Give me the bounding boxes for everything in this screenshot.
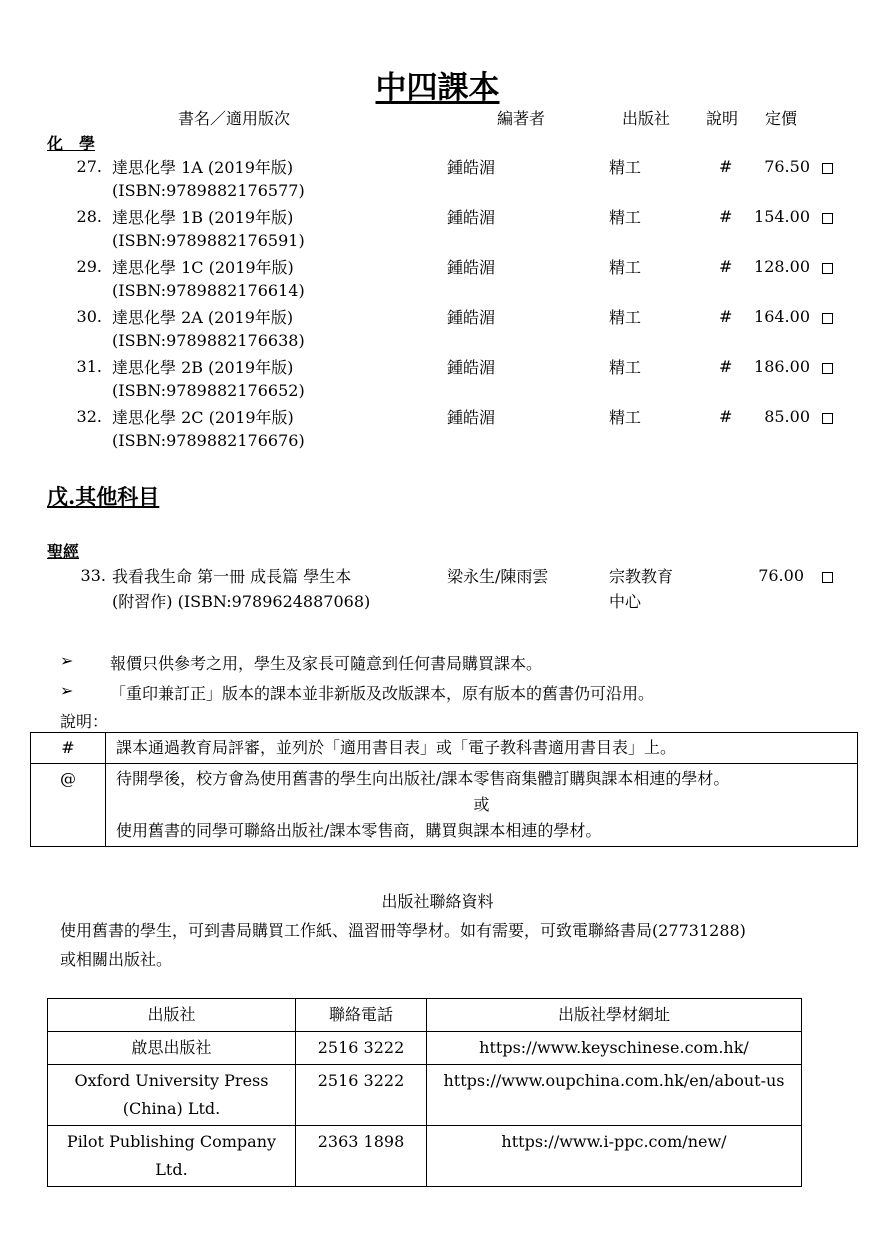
- book-number: 31.: [76, 357, 102, 376]
- book-publisher: 精工: [609, 258, 642, 277]
- publisher-contact-text: 使用舊書的學生，可到書局購買工作紙、溫習冊等學材。如有需要，可致電聯絡書局(27731288): [60, 921, 746, 940]
- book-price: 154.00: [754, 207, 810, 226]
- publisher-phone: 2363 1898: [296, 1126, 427, 1187]
- table-row: [48, 1126, 802, 1187]
- book-note: #: [719, 407, 733, 426]
- publisher-table: [47, 998, 802, 1187]
- book-author: 鍾皓湄: [447, 158, 496, 177]
- legend-symbol: #: [31, 733, 106, 764]
- legend-line: 或: [473, 795, 490, 814]
- book-isbn: (ISBN:9789882176652): [112, 381, 305, 400]
- book-publisher: 精工: [609, 208, 642, 227]
- book-price: 186.00: [754, 357, 810, 376]
- column-header: 聯絡電話: [296, 999, 427, 1032]
- book-publisher: 精工: [609, 358, 642, 377]
- remark-text: 報價只供參考之用，學生及家長可隨意到任何書局購買課本。: [110, 654, 543, 673]
- table-row: [48, 1032, 802, 1065]
- publisher-name: [48, 1065, 296, 1126]
- order-checkbox[interactable]: [822, 413, 833, 424]
- publisher-name-line: Ltd.: [155, 1160, 188, 1179]
- book-title: 達思化學 2C (2019年版): [112, 408, 294, 427]
- order-checkbox[interactable]: [822, 363, 833, 374]
- book-author: 鍾皓湄: [447, 208, 496, 227]
- book-price: 164.00: [754, 307, 810, 326]
- arrow-bullet-icon: ➢: [60, 681, 74, 700]
- legend-line: 使用舊書的同學可聯絡出版社/課本零售商，購買與課本相連的學材。: [116, 821, 602, 840]
- column-header: 出版社學材網址: [427, 999, 802, 1032]
- book-author: 鍾皓湄: [447, 308, 496, 327]
- book-number: 32.: [76, 407, 102, 426]
- header-price: 定價: [765, 109, 798, 128]
- book-author: 鍾皓湄: [447, 408, 496, 427]
- table-row: [48, 1065, 802, 1126]
- publisher-url-link[interactable]: https://www.keyschinese.com.hk/: [427, 1032, 802, 1065]
- book-author: 鍾皓湄: [447, 258, 496, 277]
- table-header-row: [48, 999, 802, 1032]
- book-title: 達思化學 1A (2019年版): [112, 158, 294, 177]
- order-checkbox[interactable]: [822, 572, 833, 583]
- publisher-name: [48, 1126, 296, 1187]
- book-number: 33.: [80, 566, 106, 585]
- book-price: 76.00: [758, 566, 804, 585]
- book-publisher: 宗教教育: [609, 567, 674, 586]
- publisher-contact-text-line2: 或相關出版社。: [60, 950, 173, 969]
- book-publisher: 精工: [609, 408, 642, 427]
- book-price: 85.00: [764, 407, 810, 426]
- header-book-name: 書名／適用版次: [178, 109, 291, 128]
- section-others-heading: 戊.其他科目: [47, 484, 160, 509]
- publisher-url-link[interactable]: https://www.i-ppc.com/new/: [427, 1126, 802, 1187]
- section-bible-heading: 聖經: [47, 542, 80, 561]
- order-checkbox[interactable]: [822, 263, 833, 274]
- publisher-name-line: Pilot Publishing Company: [66, 1132, 277, 1151]
- book-note: #: [719, 207, 733, 226]
- publisher-name-line: 啟思出版社: [131, 1038, 212, 1057]
- book-publisher: 精工: [609, 308, 642, 327]
- publisher-phone: 2516 3222: [296, 1032, 427, 1065]
- book-publisher: 精工: [609, 158, 642, 177]
- book-number: 30.: [76, 307, 102, 326]
- book-isbn: (ISBN:9789882176577): [112, 181, 305, 200]
- book-number: 27.: [76, 157, 102, 176]
- book-price: 76.50: [764, 157, 810, 176]
- book-title: 達思化學 2B (2019年版): [112, 358, 294, 377]
- legend-description: 課本通過教育局評審，並列於「適用書目表」或「電子教科書適用書目表」上。: [106, 733, 858, 764]
- book-author: 梁永生/陳雨雲: [447, 567, 549, 586]
- order-checkbox[interactable]: [822, 163, 833, 174]
- header-author: 編著者: [497, 109, 546, 128]
- page-title: 中四課本: [375, 70, 500, 106]
- book-note: #: [719, 157, 733, 176]
- book-publisher-line2: 中心: [609, 592, 642, 611]
- publisher-name-line: Oxford University Press: [74, 1071, 269, 1090]
- legend-label: 說明：: [60, 712, 109, 731]
- legend-symbol: @: [31, 764, 106, 847]
- book-author: 鍾皓湄: [447, 358, 496, 377]
- book-isbn: (ISBN:9789882176676): [112, 431, 305, 450]
- publisher-phone: 2516 3222: [296, 1065, 427, 1126]
- section-chemistry-heading: 化 學: [47, 134, 96, 153]
- legend-row: [31, 733, 858, 764]
- book-number: 29.: [76, 257, 102, 276]
- book-title: 達思化學 2A (2019年版): [112, 308, 294, 327]
- book-note: #: [719, 357, 733, 376]
- book-number: 28.: [76, 207, 102, 226]
- book-isbn: (ISBN:9789882176591): [112, 231, 305, 250]
- header-note: 說明: [706, 109, 739, 128]
- publisher-url-link[interactable]: https://www.oupchina.com.hk/en/about-us: [427, 1065, 802, 1126]
- book-note: #: [719, 257, 733, 276]
- order-checkbox[interactable]: [822, 213, 833, 224]
- column-header: 出版社: [48, 999, 296, 1032]
- book-isbn: (ISBN:9789882176614): [112, 281, 305, 300]
- book-title: 我看我生命 第一冊 成長篇 學生本: [112, 567, 352, 586]
- publisher-name-line: (China) Ltd.: [122, 1099, 221, 1118]
- legend-line: 待開學後，校方會為使用舊書的學生向出版社/課本零售商集體訂購與課本相連的學材。: [116, 769, 730, 788]
- book-isbn: (ISBN:9789882176638): [112, 331, 305, 350]
- legend-description: [106, 764, 858, 847]
- book-title: 達思化學 1B (2019年版): [112, 208, 294, 227]
- publisher-name: [48, 1032, 296, 1065]
- remark-text: 「重印兼訂正」版本的課本並非新版及改版課本，原有版本的舊書仍可沿用。: [110, 684, 655, 703]
- arrow-bullet-icon: ➢: [60, 651, 74, 670]
- book-price: 128.00: [754, 257, 810, 276]
- header-publisher: 出版社: [622, 109, 671, 128]
- legend-table: [30, 732, 858, 847]
- book-title: 達思化學 1C (2019年版): [112, 258, 294, 277]
- legend-row: [31, 764, 858, 847]
- order-checkbox[interactable]: [822, 313, 833, 324]
- book-note: #: [719, 307, 733, 326]
- publisher-contact-heading: 出版社聯絡資料: [381, 892, 494, 911]
- book-title-line2: (附習作) (ISBN:9789624887068): [112, 592, 371, 611]
